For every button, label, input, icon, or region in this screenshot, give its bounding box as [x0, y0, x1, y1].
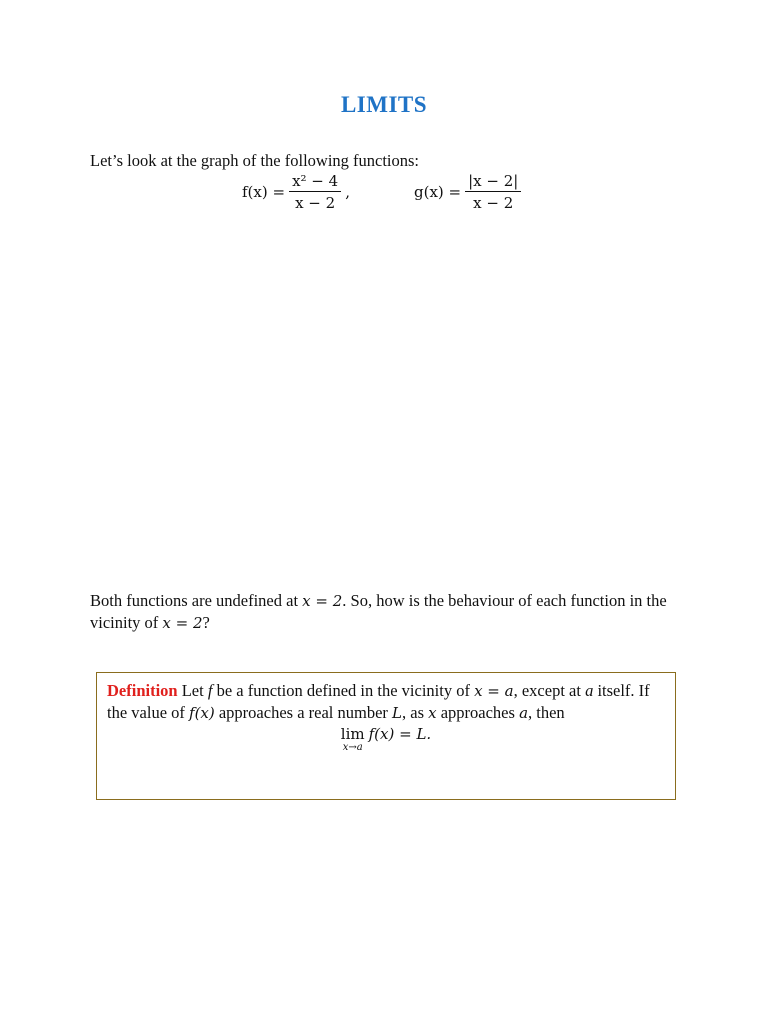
def-text-7: approaches — [436, 703, 520, 722]
formula-f-fraction — [289, 172, 341, 212]
def-text-6: , as — [402, 703, 429, 722]
def-math-xa: x = a — [474, 682, 514, 700]
def-text-3: , except at — [513, 681, 586, 700]
def-text-1: Let — [177, 681, 208, 700]
formula-f-denominator: x − 2 — [295, 194, 336, 212]
formula-g-denominator: x − 2 — [473, 194, 514, 212]
definition-text — [107, 680, 669, 724]
formula-g — [414, 172, 525, 212]
lim-subscript: x→a — [342, 742, 363, 753]
formula-f-comma: , — [345, 183, 350, 201]
para-text-1: Both functions are undefined at — [90, 591, 303, 610]
para-math-2: x = 2 — [162, 614, 203, 632]
formula-g-lhs: g(x) = — [414, 183, 462, 201]
formula-f-numerator: x² − 4 — [289, 172, 341, 192]
def-math-a2: a — [519, 704, 529, 722]
def-math-a: a — [585, 681, 594, 700]
def-text-4: itself. If the value of — [107, 681, 650, 722]
def-text-2: be a function defined in the vicinity of — [212, 681, 475, 700]
para-text-3: ? — [202, 613, 210, 632]
lim-word: lim — [340, 725, 365, 743]
def-math-x: x — [428, 704, 437, 722]
lim-expression: f(x) = L. — [368, 725, 432, 743]
definition-box — [96, 672, 676, 800]
formula-g-fraction — [465, 172, 521, 212]
page-title: LIMITS — [340, 92, 428, 117]
def-text-8: , then — [528, 703, 565, 722]
def-math-L: L — [392, 704, 402, 722]
limit-formula — [97, 725, 675, 753]
formula-g-numerator: |x − 2| — [465, 172, 521, 192]
definition-label: Definition — [107, 681, 178, 700]
lim-operator — [341, 725, 365, 753]
behaviour-paragraph — [90, 590, 680, 634]
formula-f-lhs: f(x) = — [242, 183, 286, 201]
para-text-2: . So, how is the behaviour of each function in the vicinity of — [90, 591, 667, 632]
def-math-fx: f(x) — [189, 704, 215, 722]
def-math-f: f — [207, 681, 213, 700]
def-text-5: approaches a real number — [214, 703, 393, 722]
formula-f — [242, 172, 350, 212]
intro-text: Let’s look at the graph of the following functions: — [90, 151, 420, 170]
para-math-1: x = 2 — [302, 592, 343, 610]
